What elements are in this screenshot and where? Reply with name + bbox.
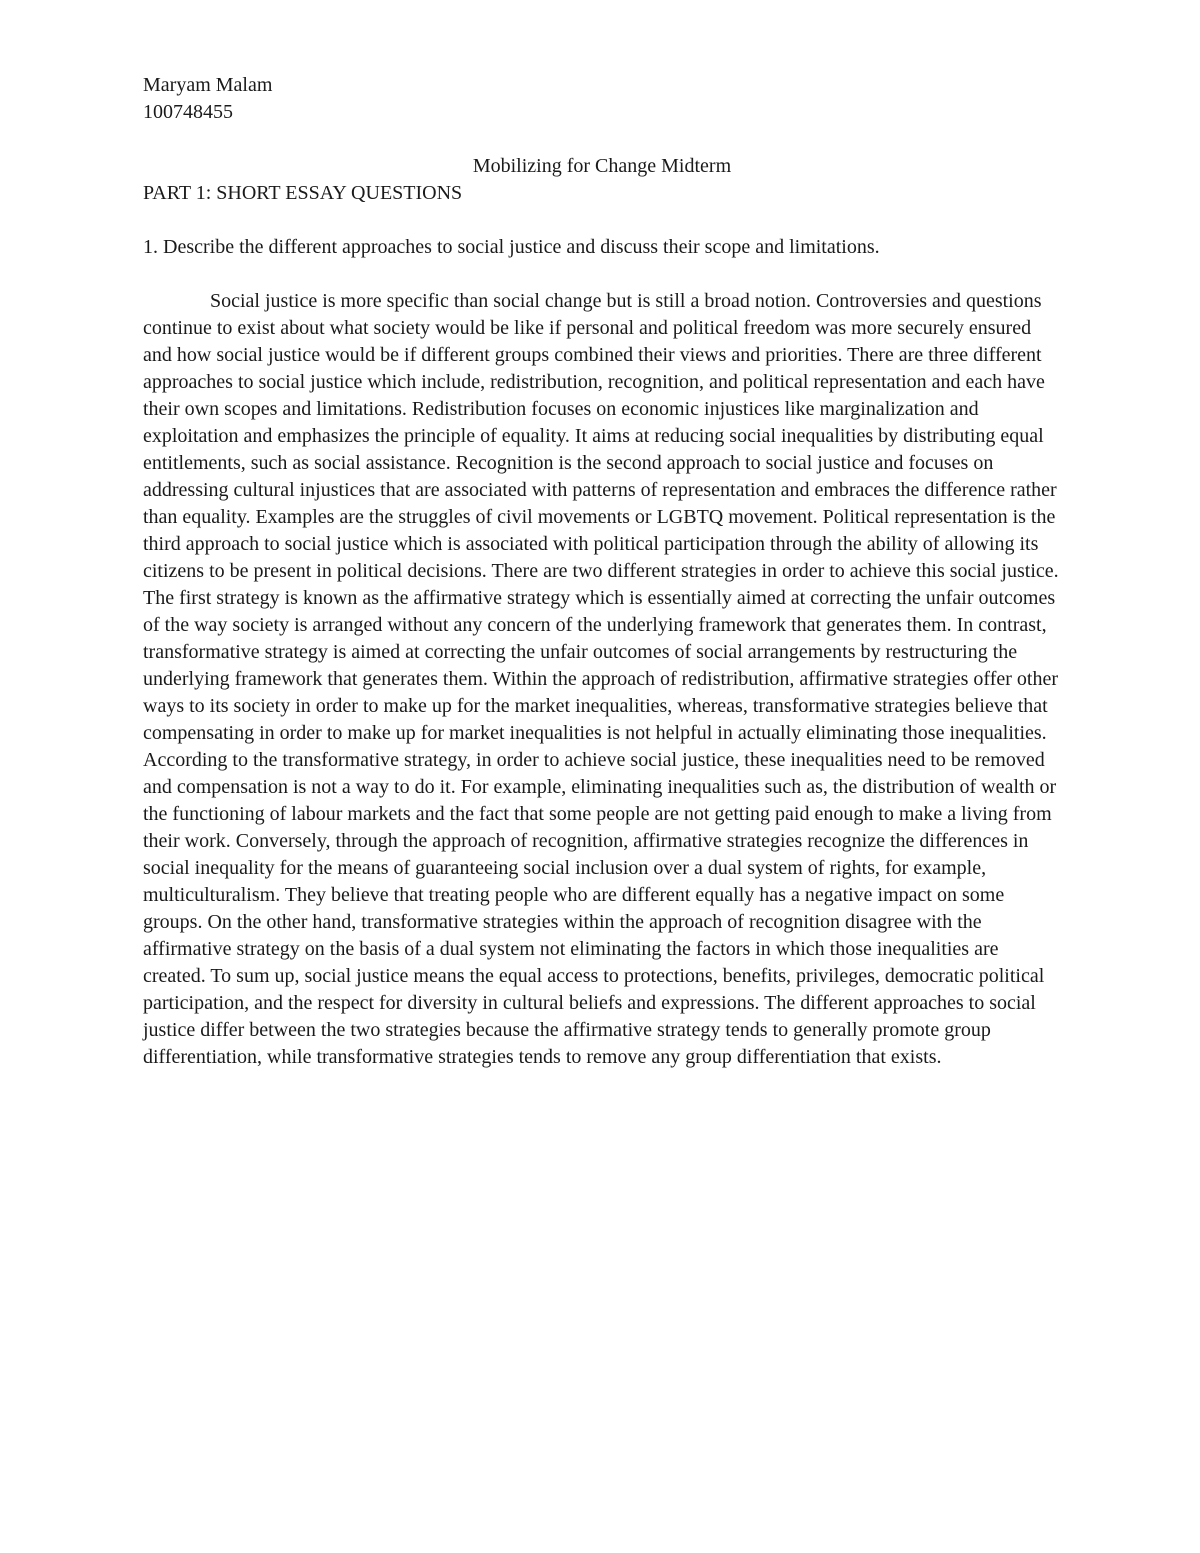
part-heading: PART 1: SHORT ESSAY QUESTIONS bbox=[143, 182, 463, 204]
question-text: 1. Describe the different approaches to social justice and discuss their scope and limitations. bbox=[143, 236, 880, 258]
student-number: 100748455 bbox=[143, 101, 233, 123]
document-title: Mobilizing for Change Midterm bbox=[472, 155, 732, 177]
spacer bbox=[143, 126, 1061, 153]
spacer bbox=[143, 207, 1061, 234]
spacer bbox=[143, 261, 1061, 288]
answer-paragraph: Social justice is more specific than social change but is still a broad notion. Controversies and questions continue to exist about what society would be like if personal and political freedom was more securely ensured and how social justice would be if different groups combined their views and priorities. There are three different approaches to social justice which include, redistribution, recognition, and political representation and each have their own scopes and limitations. Redistribution focuses on economic injustices like marginalization and exploitation and emphasizes the principle of equality. It aims at reducing social inequalities by distributing equal entitlements, such as social assistance. Recognition is the second approach to social justice and focuses on addressing cultural injustices that are associated with patterns of representation and embraces the difference rather than equality. Examples are the struggles of civil movements or LGBTQ movement. Political representation is the third approach to social justice which is associated with political participation through the ability of allowing its citizens to be present in political decisions. There are two different strategies in order to achieve this social justice. The first strategy is known as the affirmative strategy which is essentially aimed at correcting the unfair outcomes of the way society is arranged without any concern of the underlying framework that generates them. In contrast, transformative strategy is aimed at correcting the unfair outcomes of social arrangements by restructuring the underlying framework that generates them. Within the approach of redistribution, affirmative strategies offer other ways to its society in order to make up for the market inequalities, whereas, transformative strategies believe that compensating in order to make up for market inequalities is not helpful in actually eliminating those inequalities. According to the transformative strategy, in order to achieve social justice, these inequalities need to be removed and compensation is not a way to do it. For example, eliminating inequalities such as, the distribution of wealth or the functioning of labour markets and the fact that some people are not getting paid enough to make a living from their work. Conversely, through the approach of recognition, affirmative strategies recognize the differences in social inequality for the means of guaranteeing social inclusion over a dual system of rights, for example, multiculturalism. They believe that treating people who are different equally has a negative impact on some groups. On the other hand, transformative strategies within the approach of recognition disagree with the affirmative strategy on the basis of a dual system not eliminating the factors in which those inequalities are created. To sum up, social justice means the equal access to protections, benefits, privileges, democratic political participation, and the respect for diversity in cultural beliefs and expressions. The different approaches to social justice differ between the two strategies because the affirmative strategy tends to generally promote group differentiation, while transformative strategies tends to remove any group differentiation that exists. bbox=[143, 290, 1059, 1068]
document-body bbox=[143, 72, 1061, 1071]
author-name: Maryam Malam bbox=[143, 74, 273, 96]
